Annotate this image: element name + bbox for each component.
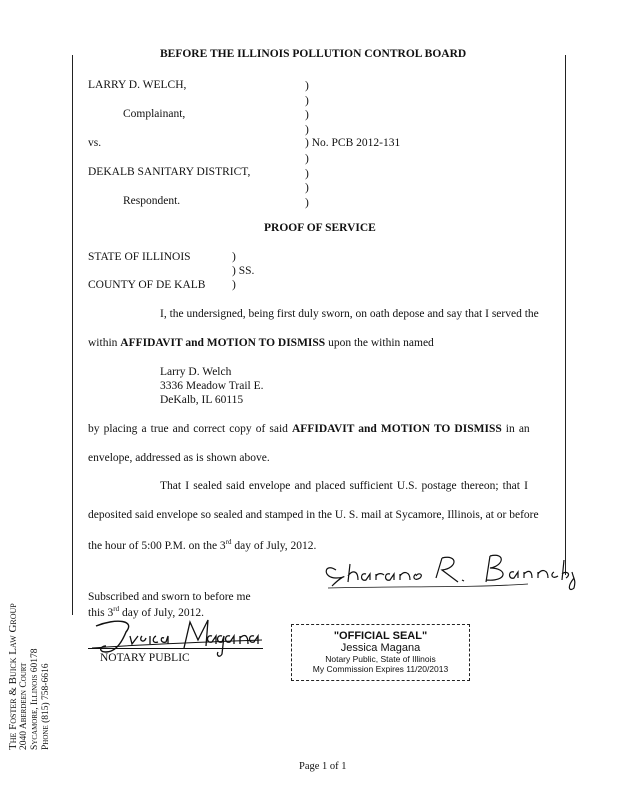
firm-name: The Foster & Buick Law Group bbox=[7, 603, 19, 750]
address-line-2: 3336 Meadow Trail E. bbox=[160, 380, 264, 392]
seal-line2: Notary Public, State of Illinois bbox=[325, 654, 436, 664]
para3-line2: deposited said envelope so sealed and stamped in the U. S. mail at Sycamore, Illinois, at or before bbox=[88, 509, 539, 521]
respondent-role: Respondent. bbox=[123, 195, 181, 207]
firm-phone: Phone (815) 758-6616 bbox=[41, 663, 51, 750]
jurat-line1: Subscribed and sworn to before me bbox=[88, 591, 251, 603]
board-title: BEFORE THE ILLINOIS POLLUTION CONTROL BOARD bbox=[160, 48, 467, 60]
proof-title: PROOF OF SERVICE bbox=[264, 222, 376, 234]
jurat-line2: this 3rd day of July, 2012. bbox=[88, 605, 204, 619]
para2-line2: envelope, addressed as is shown above. bbox=[88, 452, 270, 464]
complainant-name: LARRY D. WELCH, bbox=[88, 79, 187, 91]
address-line-1: Larry D. Welch bbox=[160, 366, 232, 378]
venue-county: COUNTY OF DE KALB bbox=[88, 279, 206, 291]
para1-line1: I, the undersigned, being first duly sworn, on oath depose and say that I served the bbox=[160, 308, 539, 320]
seal-line3: My Commission Expires 11/20/2013 bbox=[312, 664, 449, 674]
address-line-3: DeKalb, IL 60115 bbox=[160, 394, 244, 406]
official-seal bbox=[291, 624, 470, 681]
firm-city: Sycamore, Illinois 60178 bbox=[30, 648, 40, 750]
para1-line2: within AFFIDAVIT and MOTION TO DISMISS upon the within named bbox=[88, 337, 434, 349]
para2-line1: by placing a true and correct copy of said AFFIDAVIT and MOTION TO DISMISS in an bbox=[88, 423, 530, 435]
left-margin-rule bbox=[72, 55, 73, 615]
page-number: Page 1 of 1 bbox=[299, 761, 347, 772]
caption-parentheses: ) ) ) ) ) ) ) ) bbox=[305, 80, 309, 209]
venue-state: STATE OF ILLINOIS bbox=[88, 251, 191, 263]
notary-label: NOTARY PUBLIC bbox=[100, 652, 190, 664]
para3-line1: That I sealed said envelope and placed sufficient U.S. postage thereon; that I bbox=[160, 480, 528, 492]
venue-ss: ) SS. bbox=[232, 265, 255, 277]
right-margin-rule bbox=[565, 55, 566, 575]
venue-paren-2: ) bbox=[232, 279, 236, 291]
seal-title: "OFFICIAL SEAL" bbox=[333, 630, 428, 642]
para3-line3: the hour of 5:00 P.M. on the 3rd day of July, 2012. bbox=[88, 538, 317, 552]
affiant-signature bbox=[318, 548, 578, 593]
seal-name: Jessica Magana bbox=[340, 642, 421, 654]
complainant-role: Complainant, bbox=[123, 108, 186, 120]
law-firm-sidebar bbox=[8, 575, 138, 750]
case-number: ) No. PCB 2012-131 bbox=[305, 137, 401, 149]
firm-street: 2040 Aberdeen Court bbox=[19, 662, 29, 750]
versus: vs. bbox=[88, 137, 102, 149]
venue-paren-1: ) bbox=[232, 251, 236, 263]
respondent-name: DEKALB SANITARY DISTRICT, bbox=[88, 166, 251, 178]
